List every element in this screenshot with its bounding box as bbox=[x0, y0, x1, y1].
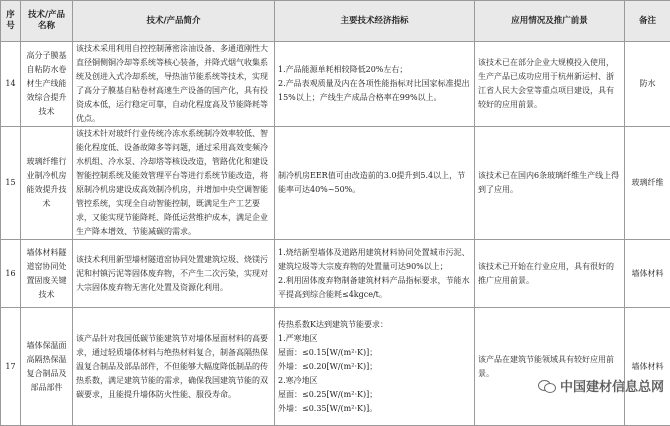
indicator-line: 屋面：≤0.15[W/(m²·K)]； bbox=[278, 346, 471, 360]
row-indicators bbox=[275, 42, 475, 127]
row-application: 该产品在建筑节能领域具有较好应用前景。 bbox=[475, 308, 625, 426]
row-name: 玻璃纤维行业制冷机房能效提升技术 bbox=[21, 127, 73, 240]
header-note: 备注 bbox=[625, 1, 670, 42]
row-note: 墙体材料 bbox=[625, 240, 670, 308]
table-row bbox=[1, 42, 670, 127]
row-index: 17 bbox=[1, 308, 21, 426]
row-application: 该技术已在部分企业大规模投入使用，生产产品已成功应用于杭州新运村、浙江省人民大会堂等重点项目建设，具有较好的应用前景。 bbox=[475, 42, 625, 127]
header-index: 序号 bbox=[1, 1, 21, 42]
row-indicators bbox=[275, 240, 475, 308]
header-name: 技术/产品名称 bbox=[21, 1, 73, 42]
indicator-line: 制冷机房EER值可由改造前的3.0提升到5.4以上，节能率可达40%~50%。 bbox=[278, 169, 471, 197]
row-intro: 该产品针对我国低碳节能建筑节对墙体屋面材料的高要求，通过轻质墙体材料与绝热材料复合，制备高隔热保温复合制品及部品部件，不但能够大幅度降低制品的传热系数，满足建筑节能的需求，确保我国建筑节能的双碳要求，且能提升墙体防火性能、服役寿命。 bbox=[73, 308, 275, 426]
indicator-line: 1.产品能源单耗相较降低20%左右； bbox=[278, 63, 471, 77]
row-index: 14 bbox=[1, 42, 21, 127]
watermark-text: 中国建材信息总网 bbox=[560, 376, 664, 395]
table-header-row bbox=[1, 1, 670, 42]
indicator-line: 1.烧结新型墙体及道路用建筑材料协同处置城市污泥、建筑垃圾等大宗废弃物的处置量可达90%以上； bbox=[278, 246, 471, 274]
row-indicators bbox=[275, 308, 475, 426]
wechat-icon bbox=[538, 379, 556, 393]
row-index: 16 bbox=[1, 240, 21, 308]
table-row bbox=[1, 308, 670, 426]
header-intro: 技术/产品简介 bbox=[73, 1, 275, 42]
indicator-line: 2.寒冷地区 bbox=[278, 374, 471, 388]
row-index: 15 bbox=[1, 127, 21, 240]
row-intro: 该技术利用新型墙材隧道窑协同处置建筑垃圾、烧镁污泥和村镇污泥等固体废弃物，不产生二次污染，实现对大宗固体废弃物无害化处置及资源化利用。 bbox=[73, 240, 275, 308]
row-intro: 该技术针对玻纤行业传统冷冻水系统制冷效率较低、智能化程度低、设备故障多等问题，通过采用高效变频冷水机组、冷水泵、冷却塔等核设改造，管路优化和建设智能控制系统及能效管理平台等进行系统节能改造，将原制冷机房建设成高效制冷机房，并增加中央空调智能管控系统，实现全自动智能控制，既满足生产工艺要求，又能实现节能降耗、降低运营维护成本，满足企业生产降本增效、节能减碳的需求。 bbox=[73, 127, 275, 240]
row-name: 高分子膜基自粘防水卷材生产线能效综合提升技术 bbox=[21, 42, 73, 127]
row-name: 墙体材料隧道窑协同处置固废关键技术 bbox=[21, 240, 73, 308]
header-application: 应用情况及推广前景 bbox=[475, 1, 625, 42]
indicator-line: 2.利用固体废弃物制备建筑材料产品指标要求，节能水平提高到综合能耗≤4kgce/t。 bbox=[278, 274, 471, 302]
row-application: 该技术已在国内6条玻璃纤维生产线上得到了应用。 bbox=[475, 127, 625, 240]
indicator-line: 屋面：≤0.25[W/(m²·K)]； bbox=[278, 388, 471, 402]
indicator-line: 外墙：≤0.20[W/(m²·K)]； bbox=[278, 360, 471, 374]
row-note: 防水 bbox=[625, 42, 670, 127]
row-name: 墙体保温面高隔热保温复合制品及部品部件 bbox=[21, 308, 73, 426]
row-indicators bbox=[275, 127, 475, 240]
indicator-line: 外墙：≤0.35[W/(m²·K)]。 bbox=[278, 402, 471, 416]
row-note: 墙体材料 bbox=[625, 308, 670, 426]
header-indicators: 主要技术经济指标 bbox=[275, 1, 475, 42]
indicator-line: 2.产品表观质量及内在各项性能指标对比国家标准提出15%以上；产线生产成品合格率在99%以上。 bbox=[278, 77, 471, 105]
table-row bbox=[1, 127, 670, 240]
watermark bbox=[538, 376, 664, 395]
indicator-line: 传热系数K达到建筑节能要求： bbox=[278, 318, 471, 332]
indicator-line: 1.严寒地区 bbox=[278, 332, 471, 346]
row-intro: 该技术采用利用自控控制薄密涂油设备、多通道刚性大直径铜侧铜冷却等系统等核心装备，并降式烟气收集系统及创进入式冷却系统，导热油节能系统等技术，实现了高分子膜基自粘卷材高速生产设备的国产化，具有投资成本低，运行稳定可靠，自动化程度高及节能降耗等优点。 bbox=[73, 42, 275, 127]
row-application: 该技术已开始在行业应用，具有很好的推广应用前景。 bbox=[475, 240, 625, 308]
table-row bbox=[1, 240, 670, 308]
row-note: 玻璃纤维 bbox=[625, 127, 670, 240]
